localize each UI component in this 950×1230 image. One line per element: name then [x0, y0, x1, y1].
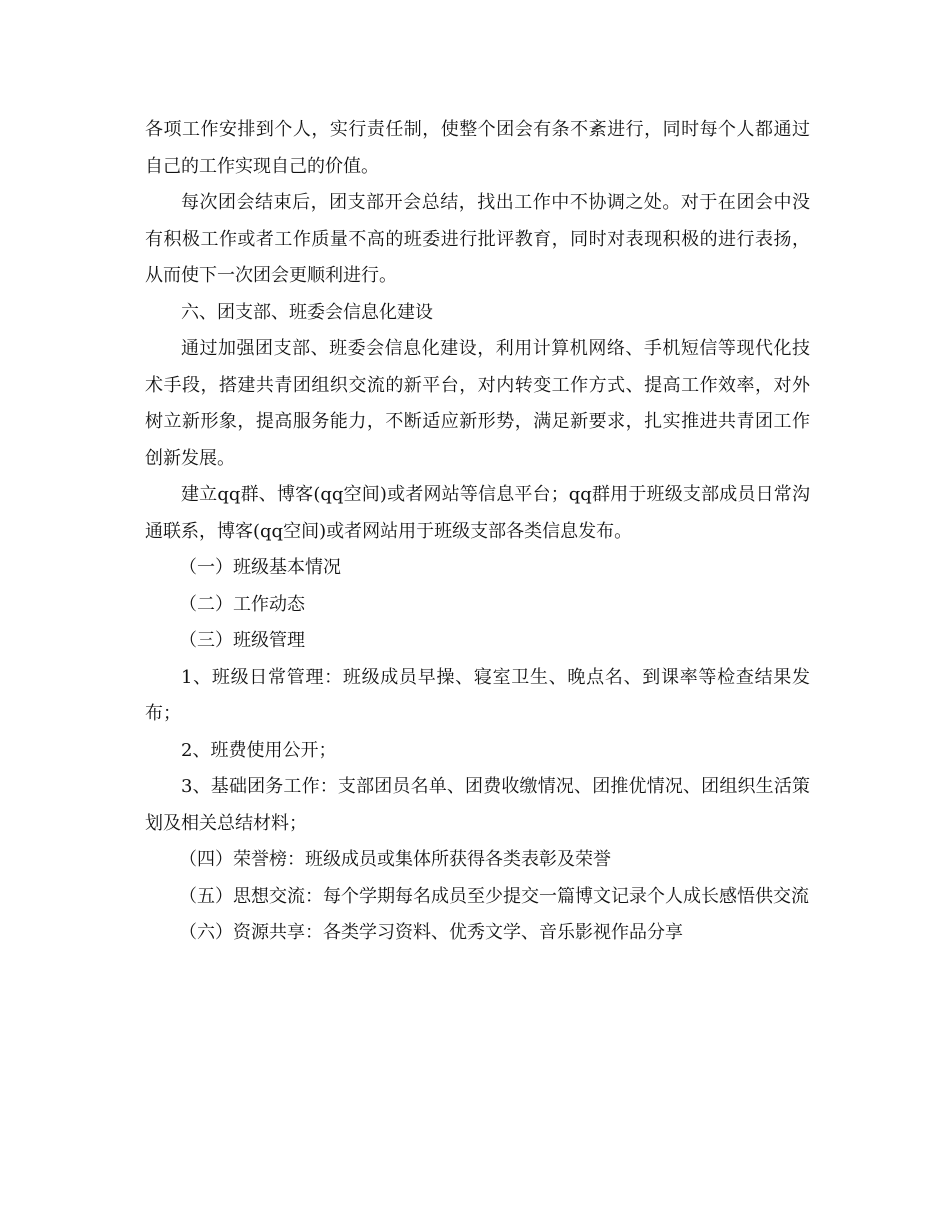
- paragraph-platform: 建立qq群、博客(qq空间)或者网站等信息平台；qq群用于班级支部成员日常沟通联系，博客(qq空间)或者网站用于班级支部各类信息发布。: [145, 484, 810, 542]
- list-item-class-fee: 2、班费使用公开；: [181, 739, 337, 761]
- list-item-class-management: （三）班级管理: [179, 630, 305, 651]
- list-item-league-affairs: 3、基础团务工作：支部团员名单、团费收缴情况、团推优情况、团组织生活策划及相关总结材料；: [145, 776, 810, 834]
- list-item-basic-info: （一）班级基本情况: [179, 557, 341, 578]
- list-item-honor-roll: （四）荣誉榜：班级成员或集体所获得各类表彰及荣誉: [179, 849, 611, 870]
- list-item-resource-sharing: （六）资源共享：各类学习资料、优秀文学、音乐影视作品分享: [179, 922, 683, 943]
- list-item-idea-exchange: （五）思想交流：每个学期每名成员至少提交一篇博文记录个人成长感悟供交流: [179, 885, 809, 907]
- paragraph-review: 每次团会结束后，团支部开会总结，找出工作中不协调之处。对于在团会中没有积极工作或者工作质量不高的班委进行批评教育，同时对表现积极的进行表扬，从而使下一次团会更顺利进行。: [145, 192, 810, 286]
- document-body: [145, 112, 810, 952]
- paragraph-continuation: 各项工作安排到个人，实行责任制，使整个团会有条不紊进行，同时每个人都通过自己的工作实现自己的价值。: [145, 119, 810, 177]
- section-heading: 六、团支部、班委会信息化建设: [181, 301, 433, 323]
- list-item-daily-management: 1、班级日常管理：班级成员早操、寝室卫生、晚点名、到课率等检查结果发布；: [145, 666, 810, 724]
- paragraph-informatization: 通过加强团支部、班委会信息化建设，利用计算机网络、手机短信等现代化技术手段，搭建共青团组织交流的新平台，对内转变工作方式、提高工作效率，对外树立新形象，提高服务能力，不断适应新形势，满足新要求，扎实推进共青团工作创新发展。: [145, 338, 810, 469]
- list-item-work-news: （二）工作动态: [179, 593, 305, 615]
